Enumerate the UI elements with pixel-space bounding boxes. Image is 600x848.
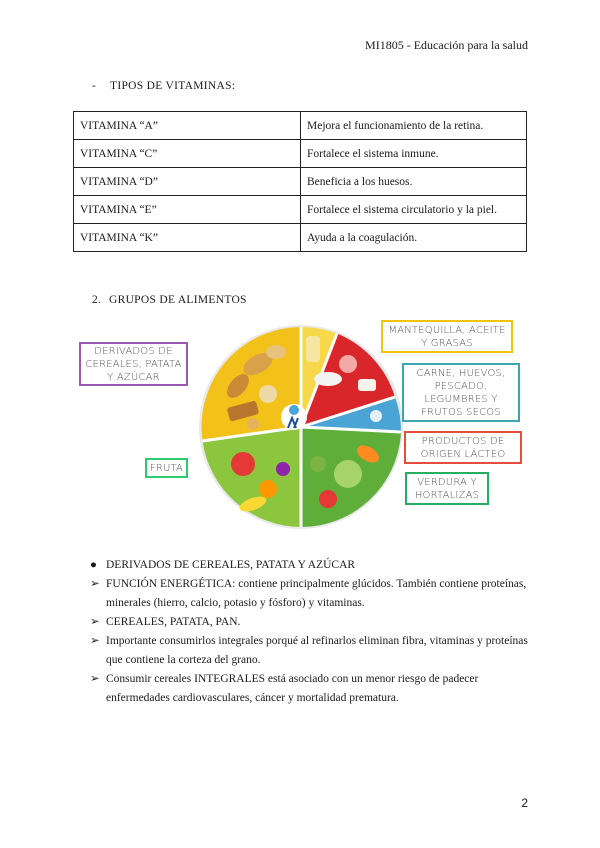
vitamin-name: VITAMINA “E” — [74, 196, 301, 224]
vitamin-name: VITAMINA “K” — [74, 224, 301, 252]
list-text: FUNCIÓN ENERGÉTICA: contiene principalmente glúcidos. También contiene proteínas, minerales (hierro, calcio, potasio y fósforo) y vitaminas. — [106, 578, 527, 609]
list-item — [90, 556, 530, 575]
vitamins-title-text: TIPOS DE VITAMINAS: — [110, 80, 236, 92]
list-text: Consumir cereales INTEGRALES está asociado con un menor riesgo de padecer enfermedades cardiovasculares, cáncer y mortalidad prematura. — [106, 673, 479, 704]
food-wheel-image — [198, 324, 404, 530]
table-row — [74, 140, 527, 168]
vitamin-desc: Fortalece el sistema inmune. — [301, 140, 527, 168]
list-marker: ➢ — [90, 616, 100, 628]
vitamin-desc: Ayuda a la coagulación. — [301, 224, 527, 252]
list-marker: ● — [90, 559, 97, 571]
vitamin-name: VITAMINA “A” — [74, 112, 301, 140]
list-marker: ➢ — [90, 635, 100, 647]
section-title-text: GRUPOS DE ALIMENTOS — [109, 294, 247, 306]
dash-marker: - — [92, 80, 97, 92]
label-verdura: VERDURA Y HORTALIZAS — [405, 472, 489, 505]
list-marker: ➢ — [90, 578, 100, 590]
vitamins-table — [73, 111, 527, 252]
list-item — [90, 670, 530, 708]
label-cereales: DERIVADOS DE CEREALES, PATATA Y AZÚCAR — [79, 342, 188, 386]
table-row — [74, 196, 527, 224]
vitamin-desc: Beneficia a los huesos. — [301, 168, 527, 196]
vitamin-desc: Mejora el funcionamiento de la retina. — [301, 112, 527, 140]
list-text: Importante consumirlos integrales porqué al refinarlos eliminan fibra, vitaminas y proteínas que contiene la corteza del grano. — [106, 635, 528, 666]
list-text: CEREALES, PATATA, PAN. — [106, 616, 241, 628]
table-row — [74, 168, 527, 196]
page-number: 2 — [521, 796, 528, 810]
center-water-icon — [289, 405, 299, 415]
list-item — [90, 575, 530, 613]
segment-fruta — [203, 427, 302, 527]
list-item — [90, 632, 530, 670]
table-row — [74, 112, 527, 140]
list-item — [90, 613, 530, 632]
vitamins-title — [92, 80, 235, 92]
section-title — [92, 294, 247, 306]
list-marker: ➢ — [90, 673, 100, 685]
vitamin-name: VITAMINA “D” — [74, 168, 301, 196]
section-number: 2. — [92, 294, 102, 306]
label-lacteo: PRODUCTOS DE ORIGEN LÁCTEO — [404, 431, 522, 464]
list-text: DERIVADOS DE CEREALES, PATATA Y AZÚCAR — [106, 559, 356, 571]
page-header: MI1805 - Educación para la salud — [365, 38, 528, 52]
label-carne: CARNE, HUEVOS, PESCADO, LEGUMBRES Y FRUTOS SECOS — [402, 363, 520, 422]
vitamin-name: VITAMINA “C” — [74, 140, 301, 168]
label-fruta: FRUTA — [145, 458, 188, 478]
bullet-list — [90, 556, 530, 708]
vitamin-desc: Fortalece el sistema circulatorio y la piel. — [301, 196, 527, 224]
label-grasas: MANTEQUILLA, ACEITE Y GRASAS — [381, 320, 513, 353]
table-row — [74, 224, 527, 252]
